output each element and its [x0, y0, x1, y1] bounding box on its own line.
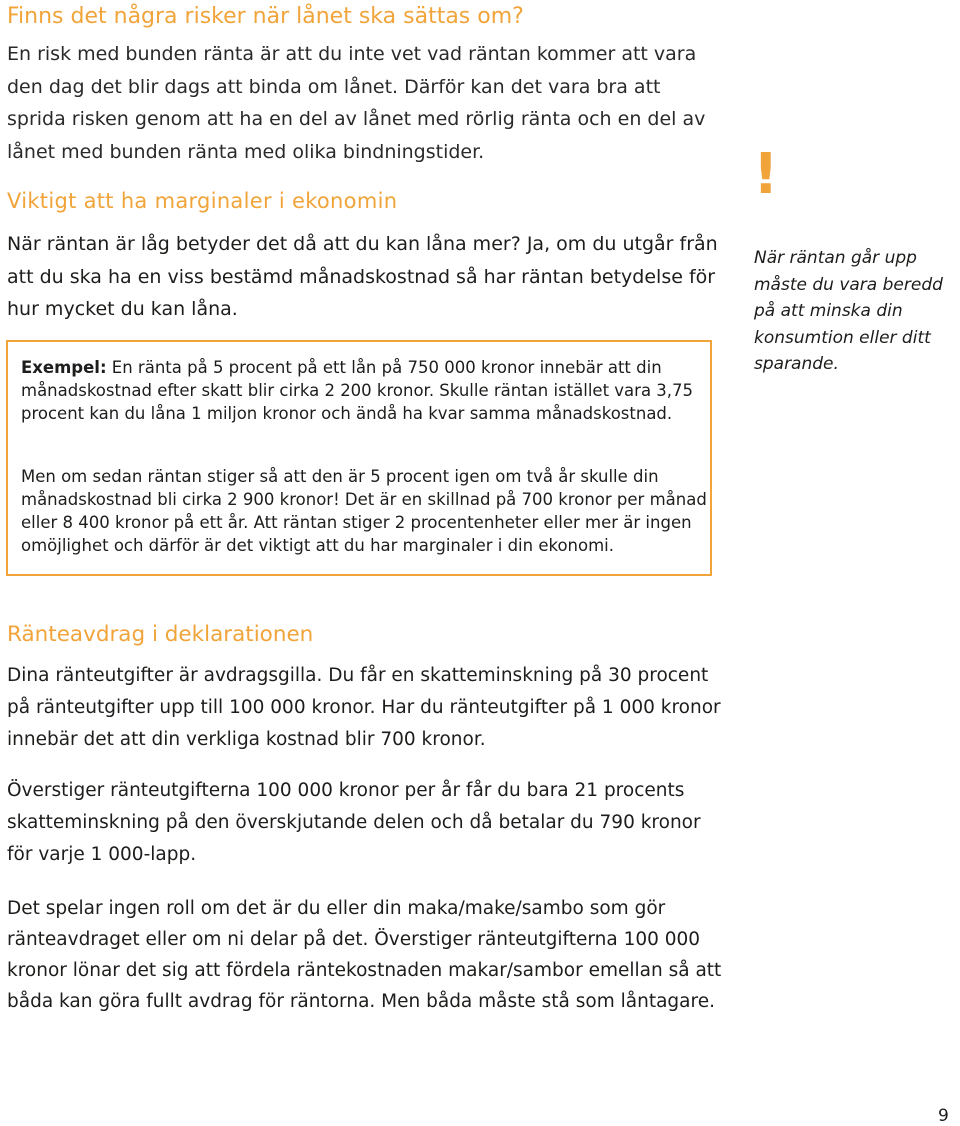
- deduction-paragraph-2: Överstiger ränteutgifterna 100 000 kronor per år får du bara 21 procents skatteminskning på den överskjutande delen och då betalar du 790 kronor för varje 1 000-lapp.: [7, 780, 701, 865]
- page-number: 9: [938, 1106, 949, 1126]
- example-lead: Exempel:: [21, 358, 107, 377]
- section-heading-deduction: Ränteavdrag i deklarationen: [7, 622, 314, 647]
- exclamation-icon: !: [753, 142, 779, 207]
- section-body-risks: En risk med bunden ränta är att du inte vet vad räntan kommer att vara den dag det blir dags att binda om lånet. Därför kan det vara bra att sprida risken genom att ha en del av lånet med rörlig ränta och en del av lånet med bunden ränta med olika bindningstider.: [7, 43, 706, 163]
- section-body-margins: När räntan är låg betyder det då att du kan låna mer? Ja, om du utgår från att du ska ha en viss bestämd månadskostnad så har räntan betydelse för hur mycket du kan låna.: [7, 233, 718, 320]
- deduction-paragraph-1: Dina ränteutgifter är avdragsgilla. Du får en skatteminskning på 30 procent på ränteutgifter upp till 100 000 kronor. Har du ränteutgifter på 1 000 kronor innebär det att din verkliga kostnad blir 700 kronor.: [7, 665, 721, 750]
- section-heading-margins: Viktigt att ha marginaler i ekonomin: [7, 189, 398, 213]
- example-text-1: En ränta på 5 procent på ett lån på 750 000 kronor innebär att din månadskostnad efter skatt blir cirka 2 200 kronor. Skulle räntan istället vara 3,75 procent kan du låna 1 miljon kronor och ändå ha kvar samma månadskostnad.: [21, 358, 694, 423]
- sidenote-text: När räntan går upp måste du vara beredd på att minska din konsumtion eller ditt sparande.: [754, 248, 943, 374]
- example-paragraph-2: Men om sedan räntan stiger så att den är 5 procent igen om två år skulle din månadskostnad bli cirka 2 900 kronor! Det är en skillnad på 700 kronor per månad eller 8 400 kronor på ett år. Att räntan stiger 2 procentenheter eller mer är ingen omöjlighet och därför är det viktigt att du har marginaler i din ekonomi.: [21, 467, 707, 555]
- example-paragraph-1: [21, 356, 701, 425]
- section-heading-risks: Finns det några risker när lånet ska sättas om?: [7, 4, 524, 29]
- deduction-paragraph-3: Det spelar ingen roll om det är du eller din maka/make/sambo som gör ränteavdraget eller om ni delar på det. Överstiger ränteutgifterna 100 000 kronor lönar det sig att fördela räntekostnaden makar/sambor emellan så att båda kan göra fullt avdrag för räntorna. Men båda måste stå som låntagare.: [7, 898, 722, 1012]
